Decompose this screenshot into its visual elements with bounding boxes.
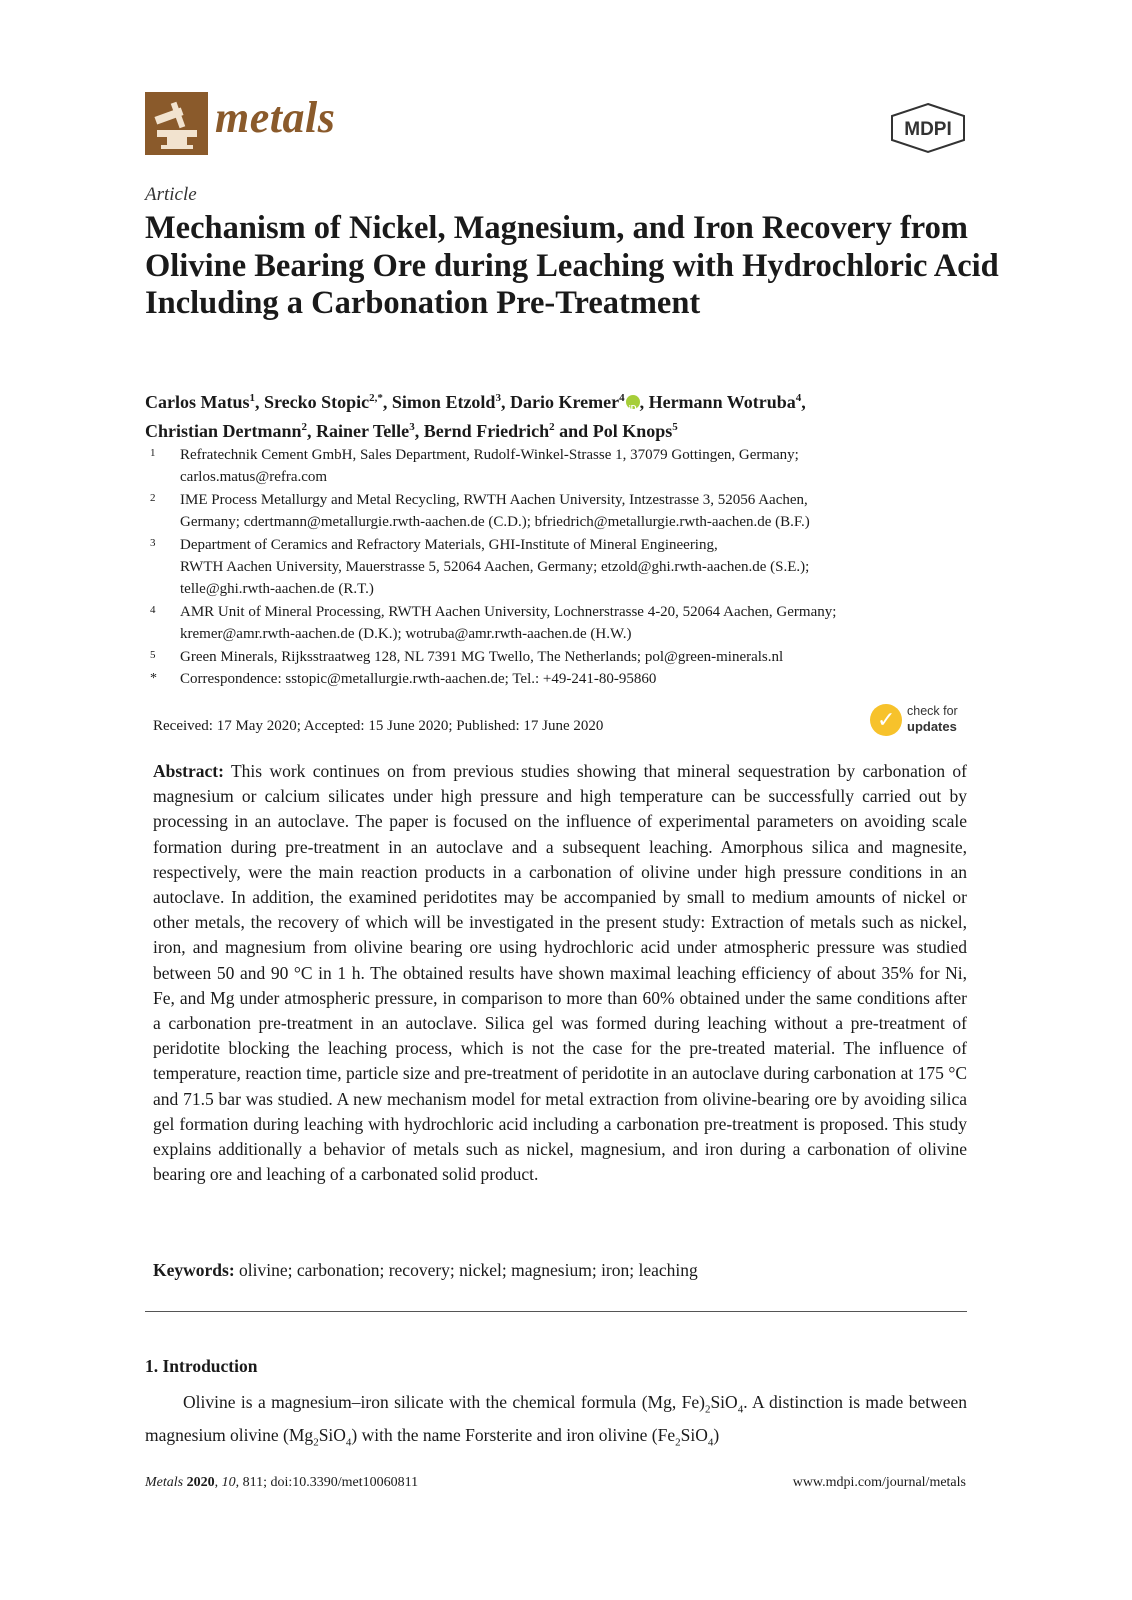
author-name: Carlos Matus <box>145 392 250 412</box>
journal-name: metals <box>215 93 336 142</box>
abstract-label: Abstract: <box>153 761 224 781</box>
affiliation-item <box>150 534 980 601</box>
author-sup: 2 <box>301 421 307 433</box>
author-name: Hermann Wotruba <box>648 392 796 412</box>
affiliation-number: 1 <box>150 447 156 459</box>
affiliation-item <box>150 444 980 489</box>
author-sup: 2,* <box>369 392 383 404</box>
subscript: 4 <box>737 1403 744 1416</box>
author-sup: 3 <box>495 392 501 404</box>
footer-volume: 10 <box>221 1475 236 1490</box>
keywords <box>153 1260 967 1281</box>
correspondence-item <box>150 668 980 690</box>
affiliation-line: Refratechnik Cement GmbH, Sales Department, Rudolf-Winkel-Strasse 1, 37079 Gottingen, Germany; <box>180 447 799 463</box>
affiliation-email[interactable]: carlos.matus@refra.com <box>180 469 328 486</box>
intro-text: SiO <box>318 1424 346 1445</box>
affiliation-line[interactable]: Green Minerals, Rijksstraatweg 128, NL 7391 MG Twello, The Netherlands; pol@green-minerals.nl <box>180 648 784 665</box>
intro-text: ) <box>713 1424 720 1445</box>
subscript: 2 <box>675 1436 681 1448</box>
affiliation-number: 4 <box>150 603 156 616</box>
author-sup: 4 <box>795 392 802 404</box>
subscript: 2 <box>313 1436 319 1448</box>
author-name: Bernd Friedrich <box>423 421 550 441</box>
intro-text: Olivine is a magnesium–iron silicate with the chemical formula (Mg, Fe) <box>183 1392 705 1412</box>
affiliation-line: AMR Unit of Mineral Processing, RWTH Aachen University, Lochnerstrasse 4-20, 52064 Aachen, Germany; <box>180 603 837 620</box>
affiliation-number: 3 <box>150 536 156 549</box>
author-sup: 4 <box>619 392 625 404</box>
citation-footer: Metals 2020, 10, 811; doi:10.3390/met10060811 <box>145 1475 419 1490</box>
section-heading: 1. Introduction <box>145 1356 258 1376</box>
author-name: Christian Dertmann <box>145 421 302 441</box>
keywords-label: Keywords: <box>153 1260 235 1280</box>
journal-url-link[interactable]: www.mdpi.com/journal/metals <box>792 1475 966 1490</box>
affiliation-item <box>150 601 980 646</box>
abstract-text: This work continues on from previous studies showing that mineral sequestration by carbonation of magnesium or calcium silicates under high pressure and high temperature can be successfully carried out by processing in an autoclave. The paper is focused on the influence of experimental parameters on avoiding scale formation during pre-treatment in an autoclave and a subsequent leaching. Amorphous silica and magnesite, respectively, were the main reaction products in a carbonation of olivine under high pressure conditions in an autoclave. In addition, the examined peridotites may be accompanied by small to medium amounts of nickel or other metals, the recovery of which will be investigated in the present study: Extraction of metals such as nickel, iron, and magnesium from olivine bearing ore using hydrochloric acid under atmospheric pressure was studied between 50 and 90 °C in 1 h. The obtained results have shown maximal leaching efficiency of about 35% for Ni, Fe, and Mg under atmospheric pressure, in comparison to more than 60% obtained under the same conditions after a carbonation pre-treatment in an autoclave. Silica gel was formed during leaching without a pre-treatment of peridotite blocking the leaching process, which is not the case for the pre-treated material. The influence of temperature, reaction time, particle size and pre-treatment of peridotite in an autoclave during carbonation at 175 °C and 71.5 bar was studied. A new mechanism model for metal extraction from olivine-bearing ore by avoiding silica gel formation during leaching with hydrochloric acid including a carbonation pre-treatment is proposed. This study explains additionally a behavior of metals such as nickel, magnesium, and iron during a carbonation of olivine bearing ore and leaching of a carbonated solid product. <box>153 761 968 1185</box>
author-sup: 2 <box>549 421 555 433</box>
intro-text: ) with the name Forsterite and iron olivine (Fe <box>351 1424 676 1445</box>
author-name: Pol Knops <box>592 421 673 441</box>
affiliation-number: 5 <box>150 648 156 661</box>
intro-text: SiO <box>710 1392 738 1412</box>
author-name: Dario Kremer <box>509 392 620 412</box>
mdpi-logo-icon <box>888 102 968 154</box>
subscript: 2 <box>704 1403 711 1416</box>
affiliation-item <box>150 646 980 668</box>
author-sup: 5 <box>672 421 678 433</box>
affiliation-number: 2 <box>150 491 156 504</box>
affiliation-item <box>150 489 980 534</box>
author-name: Rainer Telle <box>316 421 410 441</box>
author-sup: 1 <box>249 392 255 404</box>
intro-text: SiO <box>680 1424 708 1445</box>
checkmark-icon: ✓ <box>877 708 896 733</box>
correspondence-line[interactable]: Correspondence: sstopic@metallurgie.rwth-aachen.de; Tel.: +49-241-80-95860 <box>180 671 657 688</box>
check-updates-line2: updates <box>907 719 957 734</box>
footer-doi[interactable]: , 811; doi:10.3390/met10060811 <box>235 1475 419 1490</box>
paper-title: Mechanism of Nickel, Magnesium, and Iron Recovery from Olivine Bearing Ore during Leaching with Hydrochloric Acid Including a Carbonation Pre-Treatment <box>145 210 999 321</box>
keywords-text: olivine; carbonation; recovery; nickel; magnesium; iron; leaching <box>239 1260 698 1280</box>
footer-year: 2020 <box>186 1475 215 1490</box>
author-list: Carlos Matus$^1$, Srecko Stopic$^{2,*}$, Simon Etzold$^3$, Dario Kremer$^4$ iD , Hermann Wotruba$^4$, Christian Dertmann$^2$, Rainer Telle$^3$, Bernd Friedrich$^2$ and Pol Knops$^5$ <box>145 392 806 441</box>
intro-paragraph <box>145 1390 967 1455</box>
affiliation-line: Department of Ceramics and Refractory Materials, GHI-Institute of Mineral Engineering, <box>180 536 718 553</box>
article-type: Article <box>145 184 197 205</box>
correspondence-marker: * <box>150 671 157 687</box>
orcid-icon[interactable]: iD <box>626 395 640 409</box>
publication-dates: Received: 17 May 2020; Accepted: 15 June 2020; Published: 17 June 2020 <box>153 718 604 734</box>
affiliation-line[interactable]: RWTH Aachen University, Mauerstrasse 5, 52064 Aachen, Germany; etzold@ghi.rwth-aachen.de (S.E.); <box>180 559 810 576</box>
affiliation-line: IME Process Metallurgy and Metal Recycling, RWTH Aachen University, Intzestrasse 3, 52056 Aachen, <box>180 491 808 508</box>
check-for-updates-button[interactable] <box>870 704 970 740</box>
abstract <box>153 759 967 1187</box>
affiliation-email[interactable]: Germany; cdertmann@metallurgie.rwth-aachen.de (C.D.); bfriedrich@metallurgie.rwth-aachen.de (B.F.) <box>180 514 810 531</box>
affiliation-email[interactable]: kremer@amr.rwth-aachen.de (D.K.); wotruba@amr.rwth-aachen.de (H.W.) <box>180 626 632 643</box>
journal-logo-icon <box>145 92 208 155</box>
author-name: Simon Etzold <box>391 392 496 412</box>
subscript: 4 <box>707 1436 714 1448</box>
affiliation-list <box>150 444 980 690</box>
mdpi-logo-text: MDPI <box>904 119 952 140</box>
footer-journal: Metals <box>145 1475 184 1490</box>
check-updates-line1: check for <box>907 704 958 718</box>
author-sup: 3 <box>409 421 415 433</box>
section-divider <box>145 1311 967 1312</box>
author-name: Srecko Stopic <box>264 392 370 412</box>
affiliation-email[interactable]: telle@ghi.rwth-aachen.de (R.T.) <box>180 581 374 598</box>
intro-text: . A distinction is made between magnesium olivine (Mg <box>145 1392 968 1445</box>
subscript: 4 <box>345 1436 352 1448</box>
